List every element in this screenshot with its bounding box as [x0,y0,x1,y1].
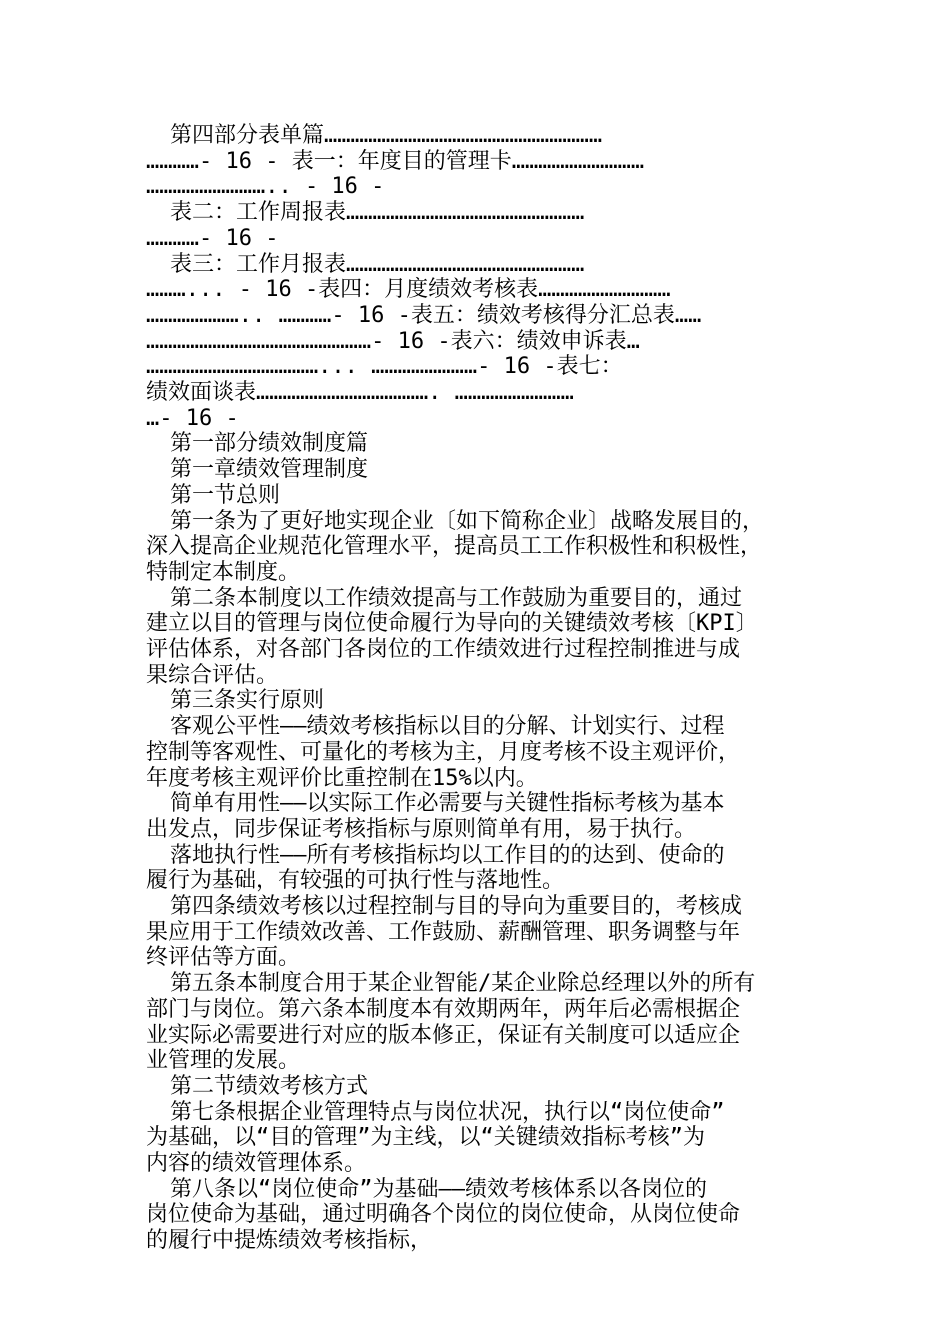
text-line: 岗位使命为基础，通过明确各个岗位的岗位使命，从岗位使命 [146,1202,741,1227]
text-line: 第一条为了更好地实现企业〔如下简称企业〕战略发展目的， [170,509,765,534]
text-line: 部门与岗位。第六条本制度本有效期两年，两年后必需根据企 [146,997,741,1022]
text-line: 第八条以“岗位使命”为基础——绩效考核体系以各岗位的 [170,1177,707,1202]
text-line: 的履行中提炼绩效考核指标， [146,1228,433,1253]
text-line: 特制定本制度。 [146,560,301,585]
text-line: 建立以目的管理与岗位使命履行为导向的关键绩效考核〔KPI〕 [146,611,758,636]
text-line: 控制等客观性、可量化的考核为主，月度考核不设主观评价， [146,740,741,765]
text-line: 第二条本制度以工作绩效提高与工作鼓励为重要目的，通过 [170,586,743,611]
text-line: ………... - 16 -表四：月度绩效考核表………………………… [146,277,671,302]
text-line: 第一章绩效管理制度 [170,457,369,482]
text-line: 第五条本制度合用于某企业智能/某企业除总经理以外的所有 [170,971,756,996]
text-line: 落地执行性——所有考核指标均以工作目的的达到、使命的 [170,843,725,868]
text-line: 为基础，以“目的管理”为主线，以“关键绩效指标考核”为 [146,1125,705,1150]
text-line: 评估体系，对各部门各岗位的工作绩效进行过程控制推进与成 [146,637,741,662]
text-line: 绩效面谈表…………………………………. ……………………… [146,380,574,405]
text-line: 果应用于工作绩效改善、工作鼓励、薪酬管理、职务调整与年 [146,920,741,945]
text-line: 年度考核主观评价比重控制在15%以内。 [146,766,538,791]
text-line: 内容的绩效管理体系。 [146,1151,367,1176]
text-line: 业管理的发展。 [146,1048,301,1073]
text-line: 第二节绩效考核方式 [170,1074,369,1099]
text-line: 终评估等方面。 [146,945,301,970]
text-line: 第四部分表单篇……………………………………………………… [170,123,603,148]
text-line: 第一部分绩效制度篇 [170,431,369,456]
text-line: 果综合评估。 [146,663,279,688]
text-line: 深入提高企业规范化管理水平，提高员工工作积极性和积极性， [146,534,763,559]
text-line: ……………………………………………- 16 -表六：绩效申诉表… [146,329,640,354]
text-line: 第七条根据企业管理特点与岗位状况，执行以“岗位使命” [170,1100,725,1125]
text-line: …………………………………... ……………………- 16 -表七： [146,354,623,379]
text-line: 表二：工作周报表……………………………………………… [170,200,585,225]
text-line: 简单有用性——以实际工作必需要与关键性指标考核为基本 [170,791,725,816]
text-line: 第四条绩效考核以过程控制与目的导向为重要目的，考核成 [170,894,743,919]
text-line: …- 16 - [146,406,239,431]
text-line: 客观公平性——绩效考核指标以目的分解、计划实行、过程 [170,714,725,739]
text-line: ……………………….. - 16 - [146,174,385,199]
text-line: 表三：工作月报表……………………………………………… [170,252,585,277]
text-line: 履行为基础，有较强的可执行性与落地性。 [146,868,565,893]
text-line: …………- 16 - 表一：年度目的管理卡………………………… [146,149,645,174]
text-line: ………………….. …………- 16 -表五：绩效考核得分汇总表…… [146,303,702,328]
text-line: …………- 16 - [146,226,279,251]
text-line: 第一节总则 [170,483,281,508]
text-line: 业实际必需要进行对应的版本修正，保证有关制度可以适应企 [146,1023,741,1048]
text-line: 出发点，同步保证考核指标与原则简单有用，易于执行。 [146,817,697,842]
text-line: 第三条实行原则 [170,688,325,713]
